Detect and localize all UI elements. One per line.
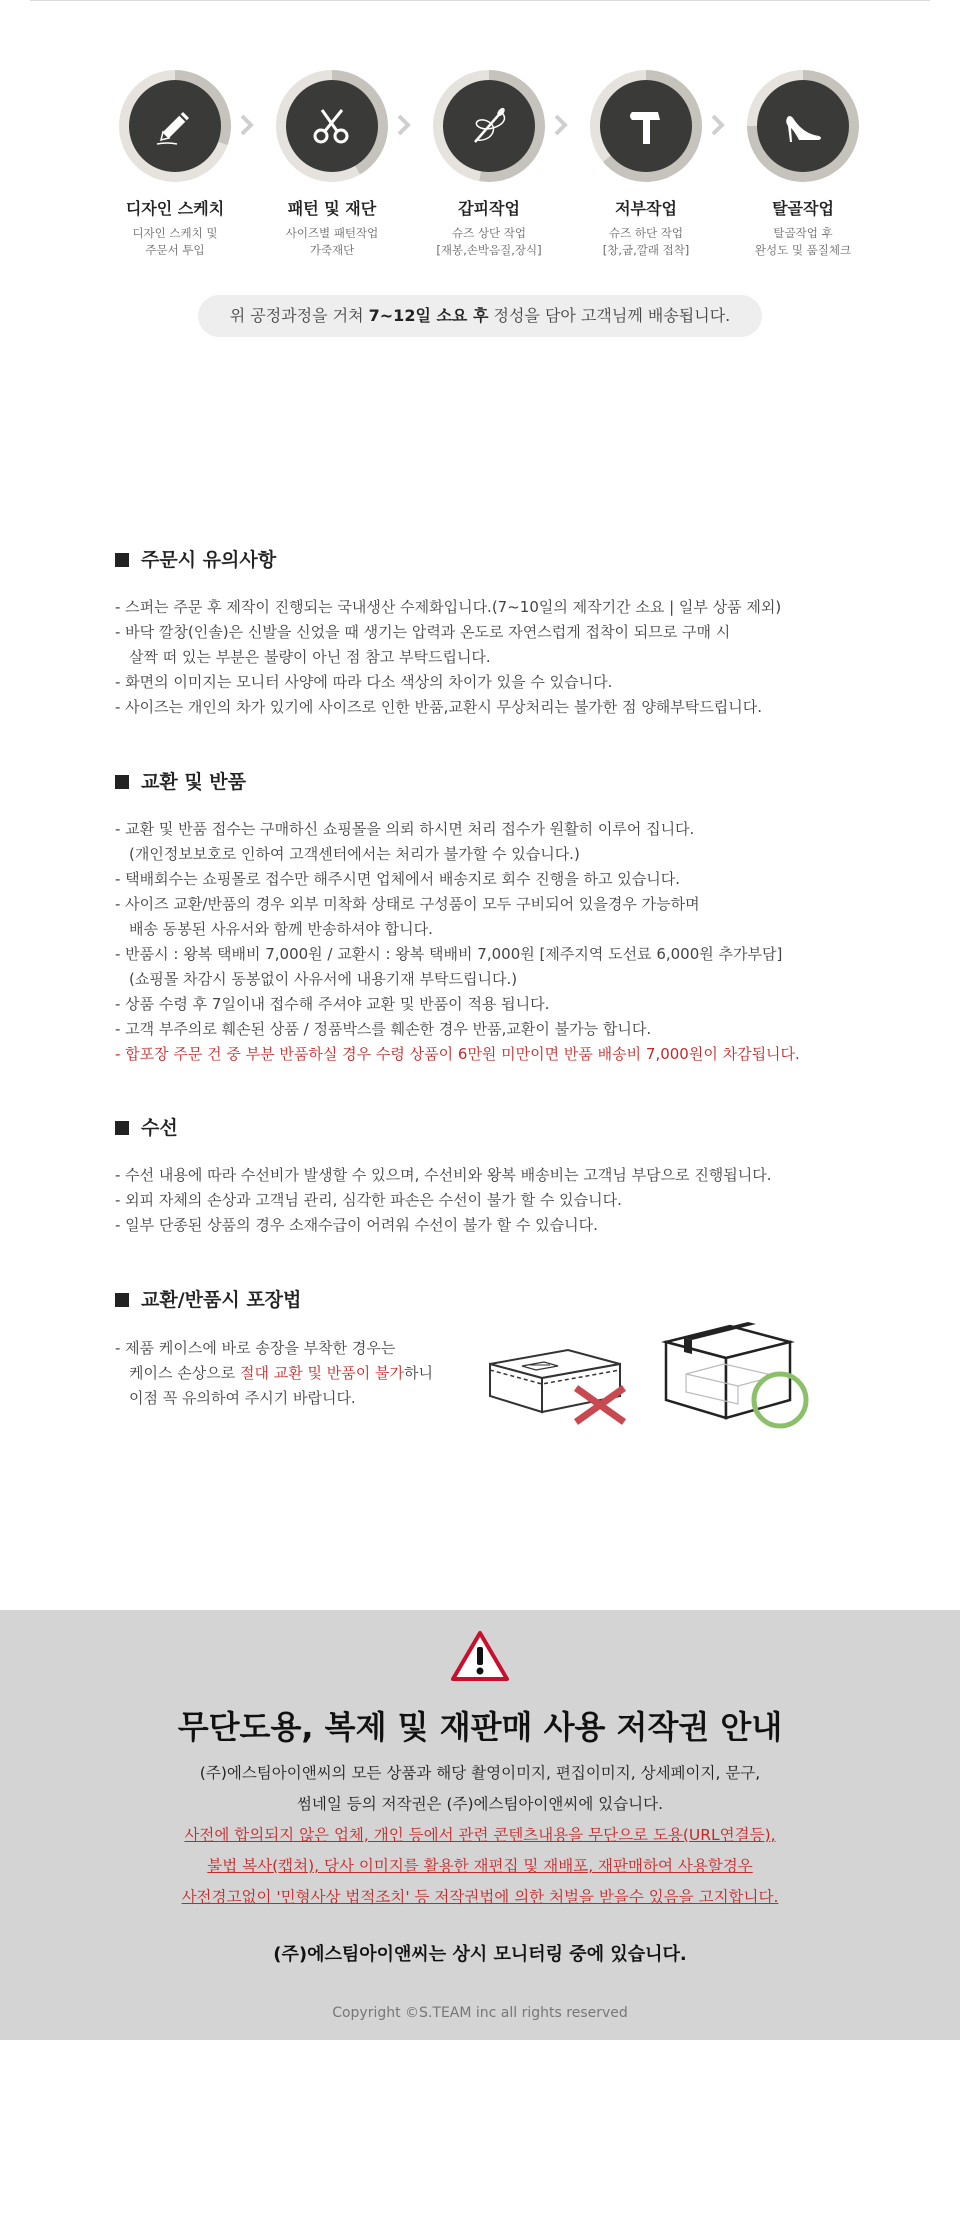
list-item-highlight: - 합포장 주문 건 중 부분 반품하실 경우 수령 상품이 6만원 미만이면 반품 배송비 7,000원이 차감됩니다. [115, 1045, 800, 1063]
packing-text: - 제품 케이스에 바로 송장을 부착한 경우는 케이스 손상으로 절대 교환 및 반품이 불가하니 이점 꼭 유의하여 주시기 바랍니다. [115, 1339, 433, 1407]
list-item: - 화면의 이미지는 모니터 사양에 따라 다소 색상의 차이가 있을 수 있습니다. [115, 673, 613, 691]
packing-section [115, 1285, 855, 1315]
step-design-sketch [100, 70, 250, 259]
step-ring [433, 70, 545, 182]
step-title: 패턴 및 재단 [287, 199, 377, 218]
step-title: 탈골작업 [772, 199, 834, 218]
square-bullet-icon [115, 553, 129, 567]
step-ring [747, 70, 859, 182]
monitoring-notice: (주)에스팀아이앤씨는 상시 모니터링 중에 있습니다. [273, 1944, 687, 1965]
needle-thread-icon [461, 98, 517, 154]
step-title: 디자인 스케치 [125, 199, 225, 218]
pencil-icon [147, 98, 203, 154]
list-item: - 반품시 : 왕복 택배비 7,000원 / 교환시 : 왕복 택배비 7,000원 [제주지역 도선료 6,000원 추가부담] [115, 945, 783, 963]
boxed-shipping-correct-icon [660, 1318, 820, 1430]
step-desc: 디자인 스케치 및 주문서 투입 [132, 226, 218, 257]
square-bullet-icon [115, 775, 129, 789]
list-item: - 상품 수령 후 7일이내 접수해 주셔야 교환 및 반품이 적용 됩니다. [115, 995, 550, 1013]
chevron-right-icon [549, 110, 573, 140]
copyright-headline: 무단도용, 복제 및 재판매 사용 저작권 안내 [177, 1708, 783, 1746]
step-desc: 탈골작업 후 완성도 및 품질체크 [754, 226, 852, 257]
step-upper-work [414, 70, 564, 259]
process-steps [100, 70, 860, 270]
list-item: - 바닥 깔창(인솔)은 신발을 신었을 때 생기는 압력과 온도로 자연스럽게 접착이 되므로 구매 시 [115, 623, 731, 641]
chevron-right-icon [235, 110, 259, 140]
step-title: 저부작업 [615, 199, 677, 218]
step-ring [590, 70, 702, 182]
section-heading: 교환/반품시 포장법 [115, 1285, 855, 1315]
step-ring [119, 70, 231, 182]
box-with-label-wrong-icon [486, 1330, 626, 1426]
list-item: - 고객 부주의로 훼손된 상품 / 정품박스를 훼손한 경우 반품,교환이 불가능 합니다. [115, 1020, 652, 1038]
list-item: - 택배회수는 쇼핑몰로 접수만 해주시면 업체에서 배송지로 회수 진행을 하고 있습니다. [115, 870, 681, 888]
top-divider [30, 0, 930, 1]
section-heading: 수선 [115, 1113, 855, 1143]
section-heading: 교환 및 반품 [115, 767, 855, 797]
list-item: - 일부 단종된 상품의 경우 소재수급이 어려워 수선이 불가 할 수 있습니다. [115, 1216, 598, 1234]
order-notes-list [115, 595, 855, 720]
list-item: - 스퍼는 주문 후 제작이 진행되는 국내생산 수제화입니다.(7~10일의 제작기간 소요 | 일부 상품 제외) [115, 598, 782, 616]
section-heading: 주문시 유의사항 [115, 545, 855, 575]
list-item: - 교환 및 반품 접수는 구매하신 쇼핑몰을 의뢰 하시면 처리 접수가 원활히 이루어 집니다. [115, 820, 695, 838]
list-item: 배송 동봉된 사유서와 함께 반송하셔야 합니다. [129, 920, 433, 938]
step-desc: 슈즈 하단 작업 [창,굽,깔래 접착] [602, 226, 690, 257]
list-item: - 수선 내용에 따라 수선비가 발생할 수 있으며, 수선비와 왕복 배송비는 고객님 부담으로 진행됩니다. [115, 1166, 772, 1184]
square-bullet-icon [115, 1293, 129, 1307]
repair-section [115, 1113, 855, 1238]
list-item: - 사이즈는 개인의 차가 있기에 사이즈로 인한 반품,교환시 무상처리는 불가한 점 양해부탁드립니다. [115, 698, 763, 716]
list-item: (개인정보보호로 인하여 고객센터에서는 처리가 불가할 수 있습니다.) [129, 845, 580, 863]
warning-icon [450, 1630, 510, 1682]
step-lasting-work [728, 70, 878, 259]
chevron-right-icon [392, 110, 416, 140]
square-bullet-icon [115, 1121, 129, 1135]
production-notice: 위 공정과정을 거쳐 7~12일 소요 후 정성을 담아 고객님께 배송됩니다. [198, 295, 762, 337]
exchange-list [115, 817, 855, 1067]
list-item: - 사이즈 교환/반품의 경우 외부 미착화 상태로 구성품이 모두 구비되어 있을경우 가능하며 [115, 895, 700, 913]
step-desc: 슈즈 상단 작업 [재봉,손박음질,장식] [436, 226, 542, 257]
step-pattern-cutting [257, 70, 407, 259]
copyright-notice [0, 1610, 960, 2040]
step-ring [276, 70, 388, 182]
step-title: 갑피작업 [458, 199, 520, 218]
list-item: - 외피 자체의 손상과 고객님 관리, 심각한 파손은 수선이 불가 할 수 있습니다. [115, 1191, 622, 1209]
step-sole-work [571, 70, 721, 259]
copyright-body: (주)에스팀아이앤씨의 모든 상품과 해당 촬영이미지, 편집이미지, 상세페이지, 문구, 썸네일 등의 저작권은 (주)에스팀아이앤씨에 있습니다. 사전에 합의되지 않은 업체, 개인 등에서 관련 콘텐츠내용을 무단으로 도용(URL연결등), 불법 복사(캡쳐), 당사 이미지를 활용한 재편집 및 재배포, 재판매하여 사용할경우 사전경고없이 '민형사상 법적조치' 등 저작권법에 의한 처벌을 받을수 있음을 고지합니다. [181, 1764, 779, 1906]
high-heel-icon [775, 98, 831, 154]
scissors-icon [304, 98, 360, 154]
exchange-section [115, 767, 855, 1067]
chevron-right-icon [706, 110, 730, 140]
repair-list [115, 1163, 855, 1238]
step-desc: 사이즈별 패턴작업 가죽재단 [285, 226, 379, 257]
list-item: (쇼핑몰 차감시 동봉없이 사유서에 내용기재 부탁드립니다.) [129, 970, 518, 988]
hammer-icon [618, 98, 674, 154]
copyright-footer: Copyright ©S.TEAM inc all rights reserved [332, 2005, 628, 2021]
list-item: 살짝 떠 있는 부분은 불량이 아닌 점 참고 부탁드립니다. [129, 648, 491, 666]
order-notes-section [115, 545, 855, 720]
